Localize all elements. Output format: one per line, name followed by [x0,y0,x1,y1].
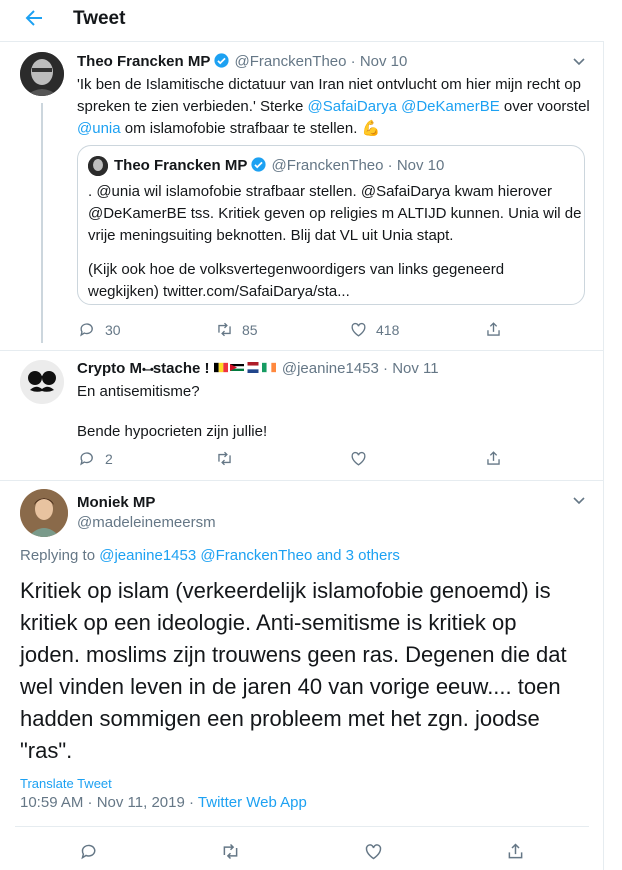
mustache-glasses-avatar-icon [20,360,64,404]
page-title: Tweet [73,8,126,29]
retweet-icon [220,841,241,862]
flag-icons [214,360,282,377]
retweet-button[interactable] [220,841,249,862]
heart-icon [363,841,384,862]
avatar-photo-icon [20,52,64,96]
replying-to-label: Replying to [20,547,96,564]
tweet-text-line: Kritiek op islam (verkeerdelijk islamofobie genoemd) is [20,578,551,603]
author-handle[interactable]: @jeanine1453 [281,360,379,377]
retweet-button[interactable] [215,320,258,339]
divider [15,826,589,827]
author-name[interactable]: Theo Francken MP [77,53,211,70]
flexed-biceps-icon: 💪 [361,120,381,137]
tweet-source-link[interactable]: Twitter Web App [197,794,307,811]
divider [0,480,604,481]
tweet-date[interactable]: Nov 10 [359,53,408,70]
share-icon [505,841,526,862]
quoted-text-line: (Kijk ook hoe de volksvertegenwoordigers van links gegeneerd [88,261,505,278]
reply-icon [79,841,100,862]
tweet-text-line: Bende hypocrieten zijn jullie! [77,423,268,440]
jordan-flag-icon [230,362,244,373]
tweet-text-line: kritiek op een ideologie. Anti-semitisme is kritiek op [20,610,517,635]
chevron-down-icon[interactable] [572,496,586,506]
mention-link[interactable]: @SafaiDarya [307,98,397,115]
share-button[interactable] [484,320,511,339]
like-button[interactable] [349,449,376,468]
tweet-timestamp[interactable]: 10:59 AM · Nov 11, 2019 · [20,794,194,811]
verified-badge-icon [213,52,230,69]
mention-link[interactable]: @unia [77,120,121,137]
tweet-text-line: hadden sommigen een probleem met het zgn. joodse [20,706,540,731]
quoted-tweet-card[interactable] [77,145,585,305]
separator: · [387,157,393,174]
author-handle[interactable]: @FranckenTheo [234,53,347,70]
quoted-author-handle: @FranckenTheo [271,157,384,174]
share-button[interactable] [484,449,511,468]
author-name[interactable]: Moniek MP [77,494,156,511]
author-handle[interactable]: @madeleinemeersm [77,514,216,531]
netherlands-flag-icon [246,362,260,373]
retweet-icon [215,449,234,468]
chevron-down-icon[interactable] [572,57,586,67]
tweet-text-line: spreken te zien verbieden.' Sterke @SafaiDarya @DeKamerBE over voorstel [77,98,590,115]
thread-connector [41,103,43,343]
belgium-flag-icon [214,362,228,373]
like-button[interactable] [349,320,399,339]
tweet-text-line: wel vinden leven in de jaren 40 van vorige eeuw.... toen [20,674,561,699]
like-button[interactable] [363,841,392,862]
divider [0,350,604,351]
verified-badge-icon [250,156,267,173]
tweet-text-line: @unia om islamofobie strafbaar te stellen. 💪 [77,120,381,137]
reply-icon [78,320,97,339]
ireland-flag-icon [262,362,276,373]
back-arrow-icon[interactable] [22,6,46,30]
avatar [88,156,108,176]
retweet-button[interactable] [215,449,242,468]
avatar-photo-icon [88,156,108,176]
tweet-text-line: joden. moslims zijn trouwens geen ras. Degenen die dat [20,642,567,667]
reply-count: 2 [105,450,113,467]
portrait-painting-avatar-icon [20,489,68,537]
share-icon [484,320,503,339]
separator: · [350,53,356,70]
avatar[interactable] [20,489,68,537]
avatar[interactable] [20,52,64,96]
retweet-icon [215,320,234,339]
share-button[interactable] [505,841,534,862]
like-count: 418 [376,321,400,338]
retweet-count: 85 [242,321,258,338]
quoted-text-line: . @unia wil islamofobie strafbaar stellen. @SafaiDarya kwam hierover [88,183,552,200]
mention-link[interactable]: @DeKamerBE [401,98,500,115]
heart-icon [349,449,368,468]
heart-icon [349,320,368,339]
reply-icon [78,449,97,468]
tweet-date[interactable]: Nov 11 [392,360,439,377]
share-icon [484,449,503,468]
quoted-text-line: vrije meningsuiting beknotten. Blij dat VL uit Unia stapt. [88,227,454,244]
separator: · [383,360,389,377]
tweet-text-line: En antisemitisme? [77,383,200,400]
page-header [0,0,604,42]
reply-button[interactable] [79,841,108,862]
tweet-text-line: "ras". [20,738,73,763]
quoted-text-line: @DeKamerBE tss. Kritiek geven op religies m ALTIJD kunnen. Unia wil de [88,205,582,222]
author-name[interactable]: Crypto M•‒•stache ! [77,360,210,377]
sunglasses-emoji: •‒• [142,364,153,376]
tweet-text-line: 'Ik ben de Islamitische dictatuur van Iran niet ontvlucht om hier mijn recht op [77,76,581,93]
reply-button[interactable] [78,320,121,339]
quoted-tweet-date: Nov 10 [396,157,445,174]
translate-tweet-link[interactable]: Translate Tweet [20,776,112,791]
quoted-text-line: wegkijken) twitter.com/SafaiDarya/sta... [88,283,350,300]
reply-button[interactable] [78,449,113,468]
avatar[interactable] [20,360,64,404]
quoted-author-name: Theo Francken MP [114,157,248,174]
replying-to-links[interactable]: @jeanine1453 @FranckenTheo and 3 others [99,547,400,564]
reply-count: 30 [105,321,121,338]
